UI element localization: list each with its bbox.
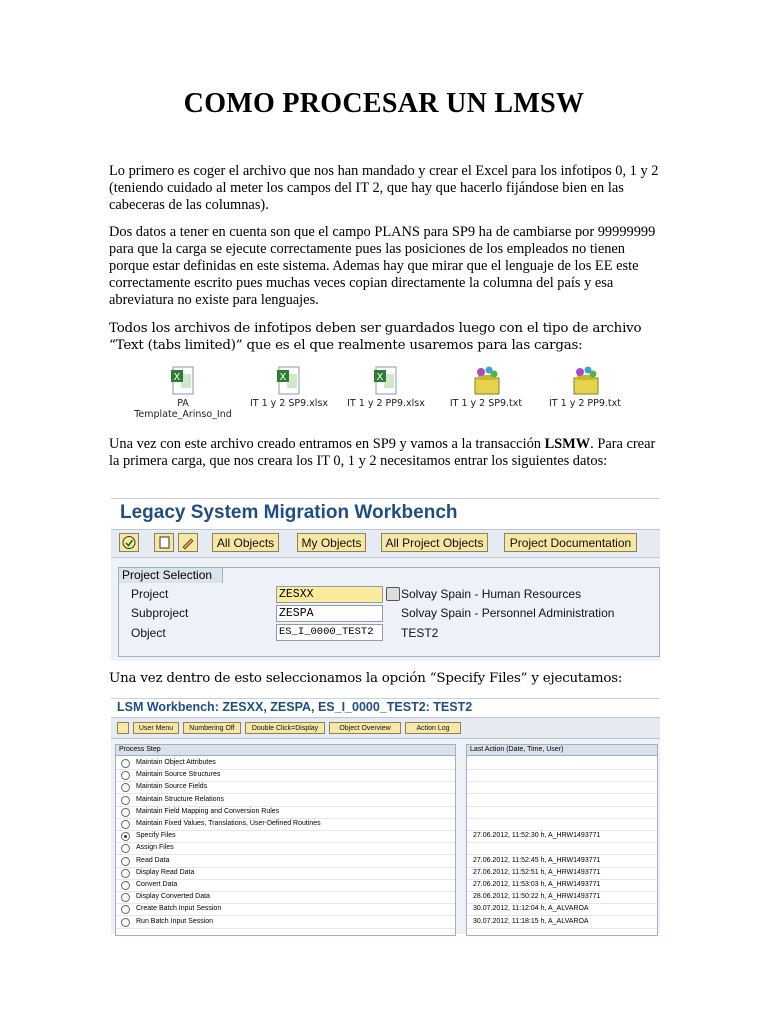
process-step-row[interactable] [116, 891, 455, 904]
last-action-row [467, 879, 657, 892]
radio-button[interactable] [121, 881, 130, 890]
last-action-row [467, 842, 657, 855]
process-step-row[interactable] [116, 818, 455, 831]
execute-button[interactable] [119, 533, 139, 552]
radio-button[interactable] [121, 759, 130, 768]
lsmw-header [111, 499, 660, 529]
process-step-label: Maintain Fixed Values, Translations, User-Defined Routines [136, 820, 321, 827]
last-action-row [467, 818, 657, 831]
subproject-description: Solvay Spain - Personnel Administration [401, 606, 615, 620]
process-step-row[interactable] [116, 855, 455, 868]
file-label: IT 1 y 2 SP9.txt [449, 398, 523, 409]
p4-lsmw: LSMW [544, 436, 591, 452]
process-step-row[interactable] [116, 916, 455, 929]
paragraph-3: Todos los archivos de infotipos deben ser guardados luego con el tipo de archivo “Text (tabs limited)” que es el que realmente usaremos para las cargas: [109, 321, 642, 353]
process-step-label: Maintain Object Attributes [136, 759, 216, 766]
process-step-label: Maintain Source Fields [136, 783, 208, 791]
file-it-pp9-xlsx[interactable] [331, 366, 441, 409]
project-selection-tab: Project Selection [118, 567, 223, 583]
process-step-row[interactable] [116, 769, 455, 782]
last-action-row [467, 916, 657, 929]
all-objects-button[interactable]: All Objects [212, 533, 279, 552]
last-action-row [467, 855, 657, 868]
last-action-row [467, 769, 657, 782]
radio-button[interactable] [121, 820, 130, 829]
subproject-label: Subproject [131, 606, 189, 620]
process-step-header: Process Step [116, 745, 455, 756]
new-document-icon [155, 534, 173, 551]
file-label: PA Template_Arinso_Ind [134, 398, 232, 420]
last-action-row [467, 830, 657, 843]
pencil-icon [179, 534, 197, 551]
all-project-objects-button[interactable]: All Project Objects [381, 533, 488, 552]
user-menu-button[interactable]: User Menu [133, 722, 179, 734]
process-step-row[interactable] [116, 830, 455, 843]
lsmw-screen [111, 498, 660, 661]
radio-button[interactable] [121, 808, 130, 817]
object-overview-button[interactable]: Object Overview [329, 722, 401, 734]
numbering-off-button[interactable]: Numbering Off [183, 722, 241, 734]
process-step-row[interactable] [116, 842, 455, 855]
subproject-input[interactable]: ZESPA [276, 605, 383, 622]
object-label: Object [131, 626, 166, 640]
value-help-icon[interactable] [386, 587, 400, 601]
process-step-row[interactable] [116, 794, 455, 807]
workbench-title: LSM Workbench: ZESXX, ZESPA, ES_I_0000_TEST2: TEST2 [117, 700, 473, 714]
last-action-row [467, 781, 657, 794]
radio-button[interactable] [121, 905, 130, 914]
file-it-sp9-txt[interactable] [431, 366, 541, 409]
process-step-row[interactable] [116, 781, 455, 794]
process-step-label: Convert Data [136, 881, 178, 888]
paragraph-1: Lo primero es coger el archivo que nos han mandado y crear el Excel para los infotipos 0, 1 y 2 (teniendo cuidado al meter los campos del IT 2, que hay que hacerlo fijándose bien en las cabeceras de las columnas). [109, 163, 659, 213]
lsm-workbench-screen [111, 698, 660, 934]
create-button[interactable] [154, 533, 174, 552]
action-log-button[interactable]: Action Log [405, 722, 461, 734]
process-step-label: Run Batch Input Session [136, 917, 214, 925]
radio-button[interactable] [121, 918, 130, 927]
last-action-value: 27.06.2012, 11:53:03 h, A_HRW1493771 [473, 881, 601, 888]
document-title: COMO PROCESAR UN LMSW [183, 88, 585, 119]
file-label: IT 1 y 2 PP9.txt [549, 398, 621, 409]
last-action-value: 30.07.2012, 11:12:04 h, A_ALVAROA [473, 905, 589, 913]
object-description: TEST2 [401, 626, 439, 640]
file-pa-template[interactable] [128, 366, 238, 420]
radio-button[interactable] [121, 869, 130, 878]
text-file-icon [472, 366, 500, 396]
radio-button[interactable] [121, 832, 130, 841]
project-description: Solvay Spain - Human Resources [401, 587, 582, 601]
last-action-value: 27.06.2012, 11:52:45 h, A_HRW1493771 [473, 856, 601, 864]
file-label: IT 1 y 2 PP9.xlsx [347, 398, 425, 409]
p4-text-a: Una vez con este archivo creado entramos en SP9 y vamos a la transacción [109, 436, 545, 452]
process-step-row[interactable] [116, 903, 455, 916]
process-step-label: Specify Files [136, 832, 176, 840]
radio-button[interactable] [121, 893, 130, 902]
paragraph-2: Dos datos a tener en cuenta son que el campo PLANS para SP9 ha de cambiarse por 99999999 para que la carga se ejecute correctamente pues las posiciones de los empleados no tienen porque estar definidas en este sistema. Ademas hay que mirar que el lenguaje de los EE este correctamente escrito pues muchas veces copian directamente la columna del país y esa abreviatura no existe para lenguajes. [109, 224, 656, 308]
svg-text:X: X [279, 372, 287, 383]
radio-button[interactable] [121, 771, 130, 780]
last-action-row [467, 806, 657, 819]
excel-icon [169, 366, 197, 396]
text-file-icon [571, 366, 599, 396]
last-action-column [466, 744, 658, 936]
lsmw-title: Legacy System Migration Workbench [120, 502, 458, 523]
p4-text-b: . Para crear la primera carga, que nos creara los IT 0, 1 y 2 necesitamos entrar los siguientes datos: [109, 436, 656, 469]
radio-button[interactable] [121, 783, 130, 792]
paragraph-5: Una vez dentro de esto seleccionamos la opción “Specify Files” y ejecutamos: [109, 671, 623, 686]
last-action-value: 30.07.2012, 11:18:15 h, A_ALVAROA [473, 917, 589, 925]
object-input[interactable]: ES_I_0000_TEST2 [276, 624, 383, 641]
last-action-row [467, 794, 657, 807]
svg-text:X: X [376, 372, 384, 383]
project-label: Project [131, 587, 169, 601]
process-step-row[interactable] [116, 879, 455, 892]
process-step-label: Assign Files [136, 844, 174, 852]
last-action-row [467, 867, 657, 880]
project-input[interactable]: ZESXX [276, 586, 383, 603]
workbench-header [111, 699, 660, 717]
process-step-column [115, 744, 456, 936]
edit-button[interactable] [178, 533, 198, 552]
my-objects-button[interactable]: My Objects [297, 533, 366, 552]
svg-text:X: X [173, 372, 181, 383]
last-action-row [467, 903, 657, 916]
process-step-label: Display Converted Data [136, 893, 210, 901]
excel-icon [275, 366, 303, 396]
file-it-sp9-xlsx[interactable] [234, 366, 344, 409]
paragraph-4 [109, 436, 664, 470]
radio-button[interactable] [121, 844, 130, 853]
process-step-label: Display Read Data [136, 868, 195, 876]
last-action-row [467, 757, 657, 770]
last-action-header: Last Action (Date, Time, User) [467, 745, 657, 756]
workbench-toolbar [111, 717, 660, 739]
file-it-pp9-txt[interactable] [530, 366, 640, 409]
lsmw-toolbar [111, 529, 660, 558]
last-action-value: 27.06.2012, 11:52:51 h, A_HRW1493771 [473, 868, 601, 876]
last-action-row [467, 891, 657, 904]
process-step-label: Maintain Field Mapping and Conversion Rules [136, 807, 280, 815]
file-label: IT 1 y 2 SP9.xlsx [249, 398, 329, 409]
process-step-label: Create Batch Input Session [136, 905, 222, 913]
project-documentation-button[interactable]: Project Documentation [504, 533, 637, 552]
execute-button[interactable] [117, 722, 129, 734]
process-step-row[interactable] [116, 806, 455, 819]
process-step-label: Maintain Structure Relations [136, 795, 224, 803]
radio-button[interactable] [121, 857, 130, 866]
process-step-row[interactable] [116, 867, 455, 880]
excel-icon [372, 366, 400, 396]
process-step-label: Read Data [136, 856, 170, 864]
execute-icon [120, 534, 138, 551]
last-action-value: 28.06.2012, 11:50:22 h, A_HRW1493771 [473, 893, 601, 901]
process-step-label: Maintain Source Structures [136, 771, 221, 779]
double-click-display-button[interactable]: Double Click=Display [245, 722, 325, 734]
process-step-row[interactable] [116, 757, 455, 770]
last-action-value: 27.06.2012, 11:52:30 h, A_HRW1493771 [473, 832, 601, 840]
radio-button[interactable] [121, 796, 130, 805]
